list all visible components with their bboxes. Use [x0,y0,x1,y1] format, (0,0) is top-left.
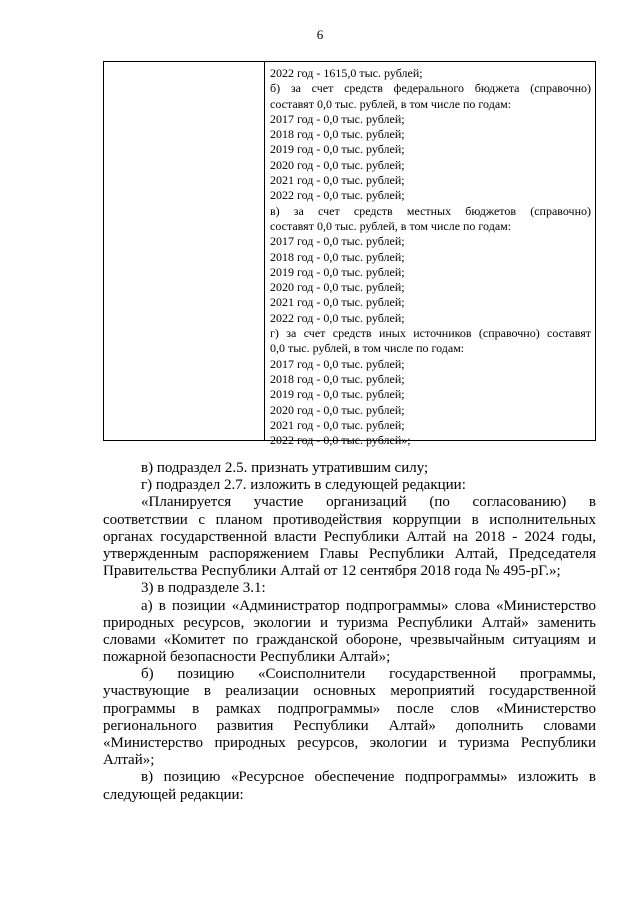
table-cell-line: 2022 год - 0,0 тыс. рублей; [270,188,405,203]
table-cell-line: 2022 год - 0,0 тыс. рублей»; [270,433,411,448]
body-text-line: г) подраздел 2.7. изложить в следующей редакции: [141,477,466,494]
table-cell-line: 2022 год - 0,0 тыс. рублей; [270,310,405,325]
body-text-line: органах государственной власти Республики Алтай на 2018 - 2024 годы, [103,528,596,545]
body-text-line: соответствии с планом противодействия коррупции в исполнительных [103,511,596,528]
table-cell-line: г) за счет средств иных источников (справочно) составят [270,326,591,341]
table-cell-funding-text [270,66,591,448]
table-cell-line: 2022 год - 1615,0 тыс. рублей; [270,66,423,80]
body-text-line: в) позицию «Ресурсное обеспечение подпрограммы» изложить в [141,769,596,786]
table-cell-line: 2017 год - 0,0 тыс. рублей; [270,111,405,126]
table-column-divider [264,61,265,441]
body-text-line: в) подраздел 2.5. признать утратившим силу; [141,460,429,476]
body-text-line: а) в позиции «Администратор подпрограммы» слова «Министерство [141,597,596,614]
body-text-line: программы в рамках подпрограммы» после слов «Министерство [103,700,596,717]
body-text-line: б) позицию «Соисполнители государственной программы, [141,666,596,683]
body-text-line: «Планируется участие организаций (по согласованию) в [141,494,596,511]
table-cell-line: 2018 год - 0,0 тыс. рублей; [270,249,405,264]
body-text-line: природных ресурсов, экологии и туризма Республики Алтай» заменить [103,614,596,631]
body-text-line: утвержденным распоряжением Главы Республики Алтай, Председателя [103,545,596,562]
table-cell-line: составят 0,0 тыс. рублей, в том числе по годам: [270,96,512,111]
table-cell-line: составят 0,0 тыс. рублей, в том числе по годам: [270,218,512,233]
body-text-line: «Министерство природных ресурсов, экологии и туризма Республики [103,735,596,751]
body-text-line: пожарной безопасности Республики Алтай»; [103,649,391,666]
body-text-line: 3) в подразделе 3.1: [141,580,266,597]
table-cell-line: 2020 год - 0,0 тыс. рублей; [270,280,405,295]
document-body-text [103,460,596,804]
table-cell-line: 2018 год - 0,0 тыс. рублей; [270,127,405,142]
table-cell-line: 2020 год - 0,0 тыс. рублей; [270,402,405,417]
table-cell-line: 0,0 тыс. рублей, в том числе по годам: [270,341,465,356]
body-text-line: словами «Комитет по гражданской обороне, чрезвычайным ситуациям и [103,631,596,648]
body-text-line: участвующие в реализации основных мероприятий государственной [103,683,596,700]
table-cell-line: 2021 год - 0,0 тыс. рублей; [270,417,405,432]
table-cell-line: 2021 год - 0,0 тыс. рублей; [270,173,405,188]
table-cell-line: 2019 год - 0,0 тыс. рублей; [270,142,405,157]
table-cell-line: в) за счет средств местных бюджетов (справочно) [270,203,591,218]
body-text-line: Алтай»; [103,752,155,769]
table-cell-line: 2018 год - 0,0 тыс. рублей; [270,371,405,386]
table-cell-line: 2019 год - 0,0 тыс. рублей; [270,387,405,402]
table-cell-line: 2017 год - 0,0 тыс. рублей; [270,356,405,371]
table-cell-line: 2019 год - 0,0 тыс. рублей; [270,264,405,279]
body-text-line: регионального развития Республики Алтай» дополнить словами [103,717,596,734]
table-cell-line: 2017 год - 0,0 тыс. рублей; [270,234,405,249]
body-text-line: Правительства Республики Алтай от 12 сентября 2018 года № 495-рГ.»; [103,563,561,580]
table-cell-line: 2021 год - 0,0 тыс. рублей; [270,295,405,310]
page-number: 6 [316,27,324,42]
table-cell-line: 2020 год - 0,0 тыс. рублей; [270,157,405,172]
table-cell-line: б) за счет средств федерального бюджета (справочно) [270,81,591,96]
body-text-line: следующей редакции: [103,786,244,803]
